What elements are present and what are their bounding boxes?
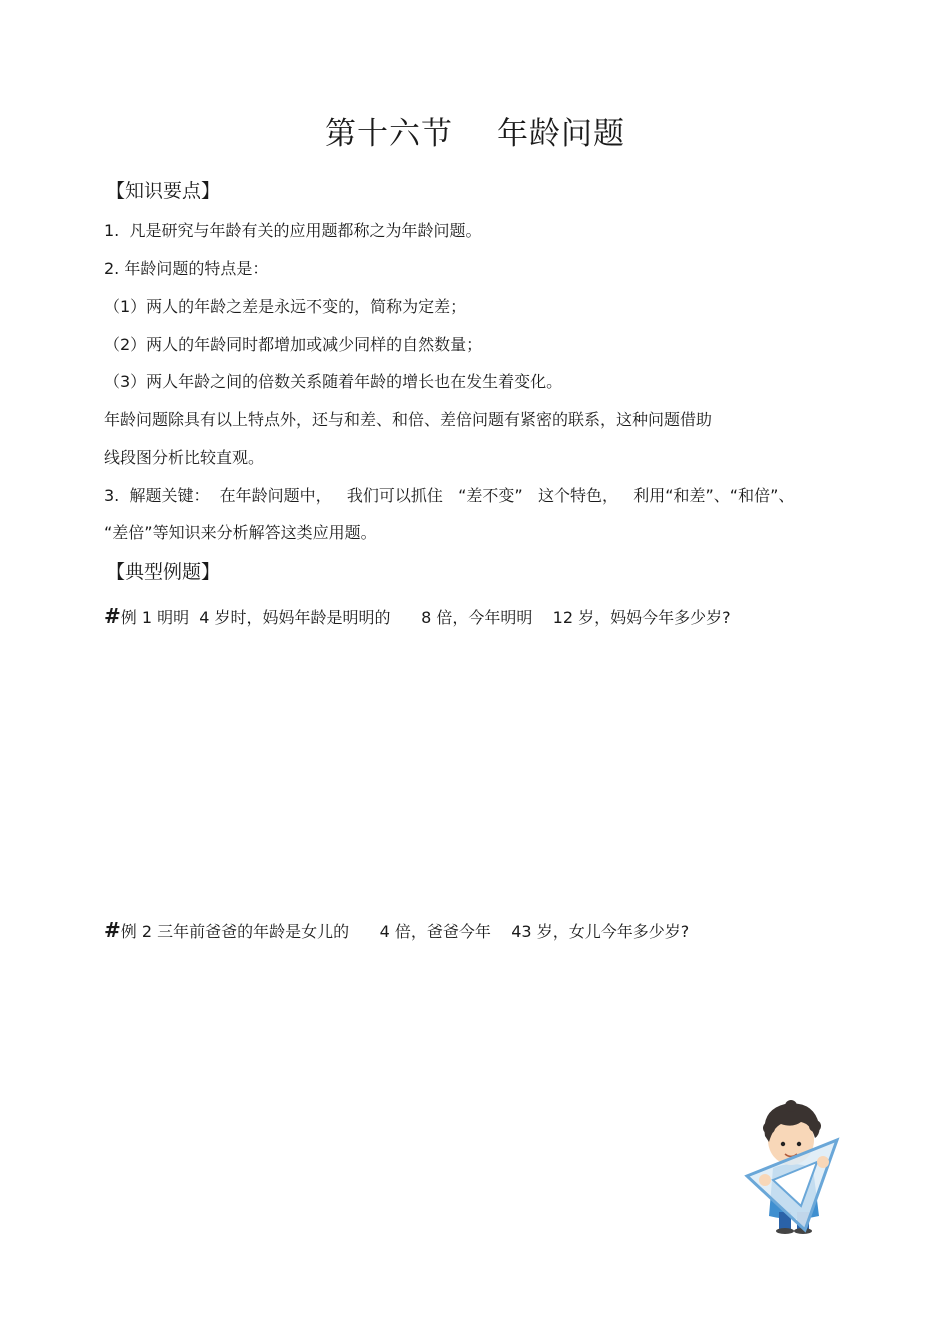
example-2-text: 例 2 三年前爸爸的年龄是女儿的 4 倍，爸爸今年 43 岁，女儿今年多少岁? [120, 922, 690, 941]
knowledge-line: 2. 年龄问题的特点是： [104, 259, 269, 278]
example-1 [104, 604, 731, 628]
example-1-text: 例 1 明明 4 岁时，妈妈年龄是明明的 8 倍，今年明明 12 岁，妈妈今年多少岁? [120, 608, 731, 627]
knowledge-line: 3. 解题关键： 在年龄问题中， 我们可以抓住 “差不变” 这个特色， 利用“和差”、“和倍”、 [104, 486, 795, 505]
knowledge-line: 1. 凡是研究与年龄有关的应用题都称之为年龄问题。 [104, 221, 482, 240]
knowledge-line: 线段图分析比较直观。 [104, 448, 265, 467]
knowledge-line: （1）两人的年龄之差是永远不变的，简称为定差； [104, 297, 467, 316]
hash-marker: # [104, 918, 121, 942]
title-topic: 年龄问题 [497, 116, 625, 152]
example-2 [104, 918, 689, 942]
knowledge-line: （3）两人年龄之间的倍数关系随着年龄的增长也在发生着变化。 [104, 372, 563, 391]
examples-heading: 【典型例题】 [106, 561, 221, 583]
title-section-number: 第十六节 [325, 116, 453, 152]
page-title [0, 108, 950, 153]
knowledge-heading: 【知识要点】 [106, 180, 221, 202]
hash-marker: # [104, 604, 121, 628]
knowledge-line: （2）两人的年龄同时都增加或减少同样的自然数量； [104, 335, 483, 354]
knowledge-line: 年龄问题除具有以上特点外，还与和差、和倍、差倍问题有紧密的联系，这种问题借助 [104, 410, 713, 429]
knowledge-line: “差倍”等知识来分析解答这类应用题。 [104, 523, 377, 542]
boy-with-triangle-ruler-illustration [735, 1098, 850, 1234]
